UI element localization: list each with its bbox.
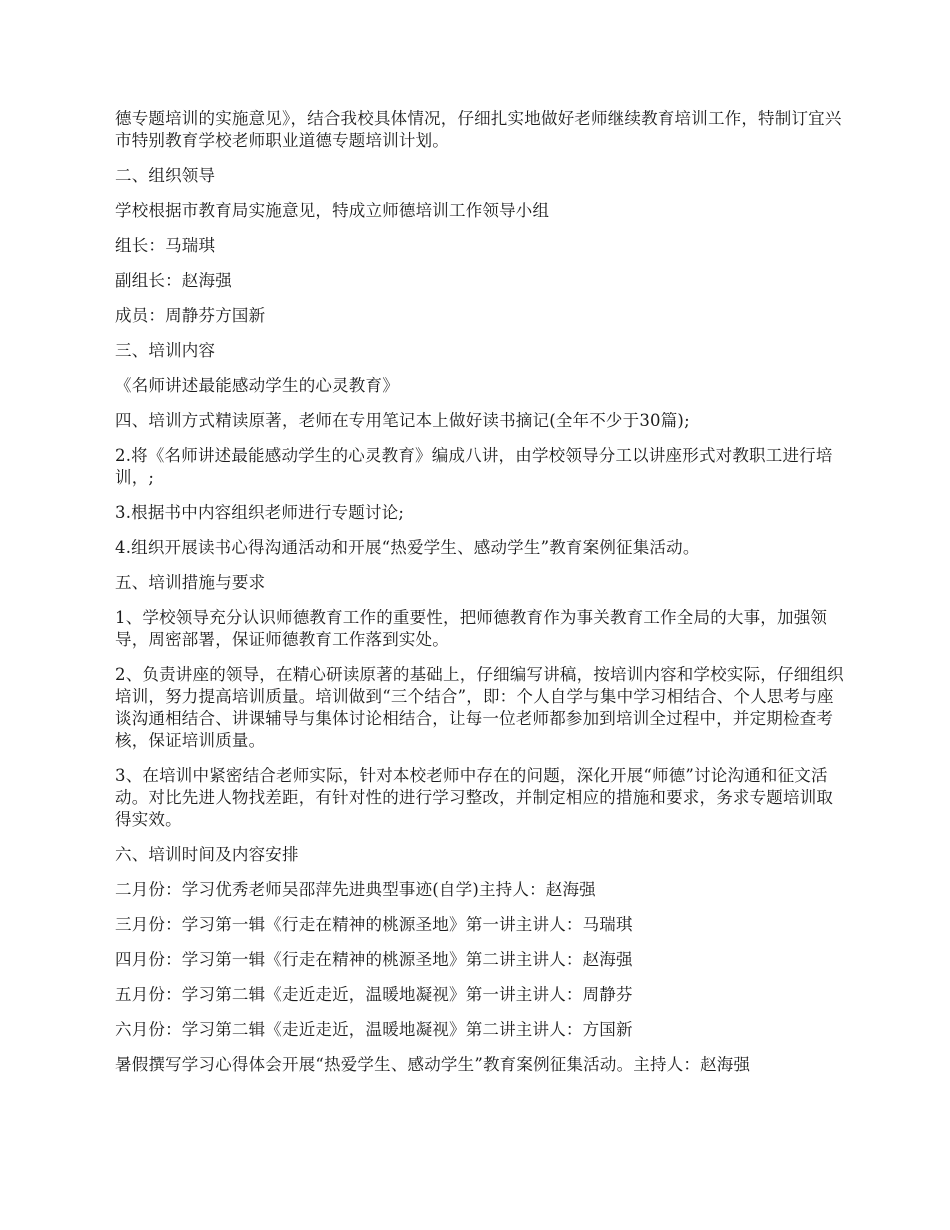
schedule-summer: 暑假撰写学习心得体会开展“热爱学生、感动学生”教育案例征集活动。主持人：赵海强	[115, 1055, 751, 1074]
method-item-3: 3.根据书中内容组织老师进行专题讨论;	[115, 503, 405, 522]
training-book-title: 《名师讲述最能感动学生的心灵教育》	[115, 376, 399, 395]
measure-item-1: 1、学校领导充分认识师德教育工作的重要性，把师德教育作为事关教育工作全局的大事，加强领导，周密部署，保证师德教育工作落到实处。	[115, 608, 828, 649]
group-members: 成员：周静芬方国新	[115, 306, 266, 325]
section-heading-organization: 二、组织领导	[115, 166, 216, 185]
deputy-group-leader: 副组长：赵海强	[115, 271, 232, 290]
organization-paragraph: 学校根据市教育局实施意见，特成立师德培训工作领导小组	[115, 201, 550, 220]
schedule-june: 六月份：学习第二辑《走近走近，温暖地凝视》第二讲主讲人：方国新	[115, 1020, 633, 1039]
section-heading-schedule: 六、培训时间及内容安排	[115, 845, 299, 864]
schedule-may: 五月份：学习第二辑《走近走近，温暖地凝视》第一讲主讲人：周静芬	[115, 985, 633, 1004]
measure-item-3: 3、在培训中紧密结合老师实际，针对本校老师中存在的问题，深化开展“师德”讨论沟通和征文活动。对比先进人物找差距，有针对性的进行学习整改，并制定相应的措施和要求，务求专题培训取得实效。	[115, 766, 834, 829]
method-item-4: 4.组织开展读书心得沟通活动和开展“热爱学生、感动学生”教育案例征集活动。	[115, 538, 700, 557]
document-body	[115, 108, 845, 1089]
group-leader: 组长：马瑞琪	[115, 236, 216, 255]
section-heading-content: 三、培训内容	[115, 341, 216, 360]
method-item-2: 2.将《名师讲述最能感动学生的心灵教育》编成八讲，由学校领导分工以讲座形式对教职工进行培训，;	[115, 446, 833, 487]
schedule-february: 二月份：学习优秀老师吴邵萍先进典型事迹(自学)主持人：赵海强	[115, 880, 596, 899]
schedule-april: 四月份：学习第一辑《行走在精神的桃源圣地》第二讲主讲人：赵海强	[115, 950, 633, 969]
section-heading-method: 四、培训方式精读原著，老师在专用笔记本上做好读书摘记(全年不少于30篇);	[115, 411, 690, 430]
schedule-march: 三月份：学习第一辑《行走在精神的桃源圣地》第一讲主讲人：马瑞琪	[115, 915, 633, 934]
intro-paragraph: 德专题培训的实施意见》，结合我校具体情况，仔细扎实地做好老师继续教育培训工作，特制订宜兴市特别教育学校老师职业道德专题培训计划。	[115, 109, 842, 150]
measure-item-2: 2、负责讲座的领导，在精心研读原著的基础上，仔细编写讲稿，按培训内容和学校实际，仔细组织培训，努力提高培训质量。培训做到“三个结合”，即：个人自学与集中学习相结合、个人思考与座谈沟通相结合、讲课辅导与集体讨论相结合，让每一位老师都参加到培训全过程中，并定期检查考核，保证培训质量。	[115, 665, 844, 750]
section-heading-measures: 五、培训措施与要求	[115, 573, 266, 592]
